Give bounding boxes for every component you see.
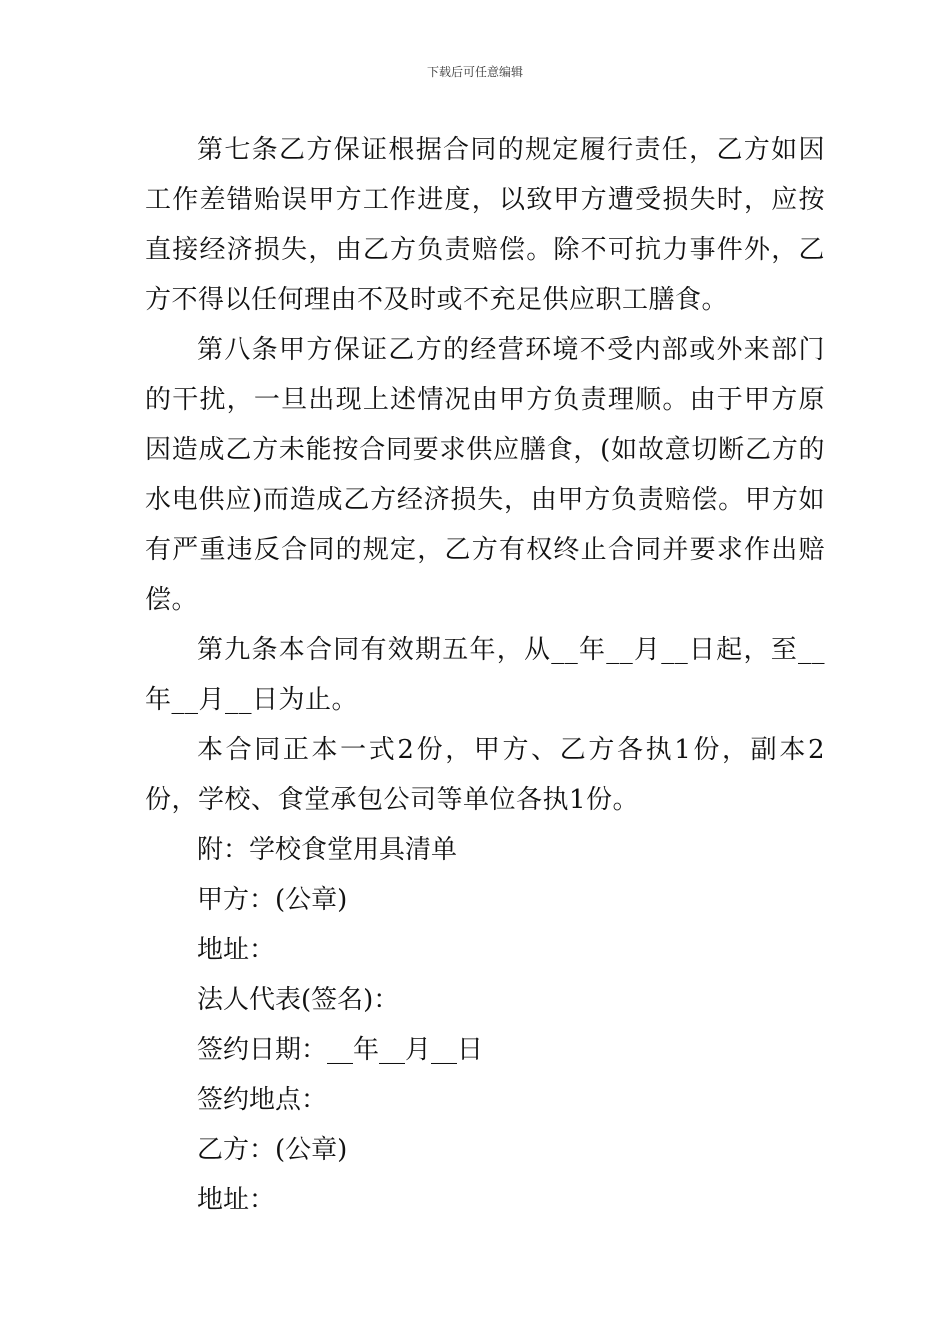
attachment-line: 附：学校食堂用具清单 [197,835,458,865]
legal-representative: 法人代表(签名)： [197,985,400,1015]
party-a-address: 地址： [197,935,276,965]
page-header: 下载后可任意编辑 [426,65,523,79]
clause-nine: 第九条本合同有效期五年，从__年__月__日起，至__年__月__日为止。 [145,635,825,715]
clause-seven: 第七条乙方保证根据合同的规定履行责任，乙方如因工作差错贻误甲方工作进度，以致甲方遭受损失时，应按直接经济损失，由乙方负责赔偿。除不可抗力事件外，乙方不得以任何理由不及时或不充足供应职工膳食。 [145,135,825,315]
copies-clause: 本合同正本一式2份，甲方、乙方各执1份，副本2份，学校、食堂承包公司等单位各执1份。 [145,735,825,815]
signing-place: 签约地点： [197,1085,328,1115]
party-b-address: 地址： [197,1185,276,1215]
clause-eight: 第八条甲方保证乙方的经营环境不受内部或外来部门的干扰，一旦出现上述情况由甲方负责理顺。由于甲方原因造成乙方未能按合同要求供应膳食，(如故意切断乙方的水电供应)而造成乙方经济损失，由甲方负责赔偿。甲方如有严重违反合同的规定，乙方有权终止合同并要求作出赔偿。 [145,335,825,615]
signing-date: 签约日期：__年__月__日 [197,1035,484,1065]
document-body [145,125,825,1225]
party-a-seal: 甲方：(公章) [197,885,348,915]
party-b-seal: 乙方：(公章) [197,1135,348,1165]
